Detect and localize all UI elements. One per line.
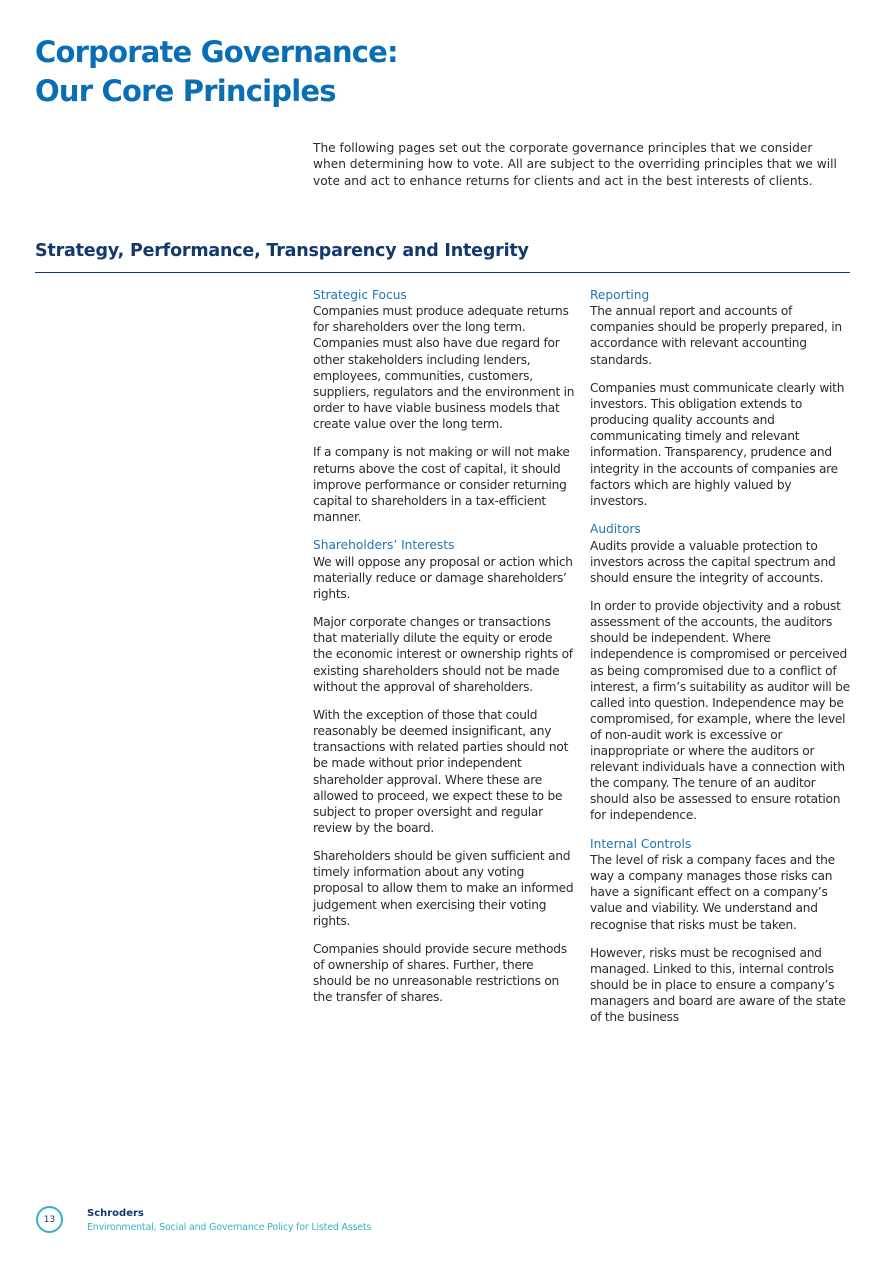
right-column (590, 287, 852, 1038)
page-number: 13 (43, 1214, 56, 1225)
page-title-line-1: Corporate Governance: (35, 35, 398, 69)
reporting-heading: Reporting (590, 288, 650, 302)
shareholders-interests-heading: Shareholders’ Interests (313, 538, 455, 553)
internal-controls-heading: Internal Controls (590, 836, 692, 851)
strategic-focus-heading: Strategic Focus (313, 288, 407, 302)
page-title-line-2: Our Core Principles (35, 74, 336, 108)
internal-controls-paragraph: However, risks must be recognised and managed. Linked to this, internal controls should be in place to ensure a company’s managers and board are aware of the state of the business (590, 946, 846, 1025)
auditors-heading: Auditors (590, 522, 641, 537)
section-heading: Strategy, Performance, Transparency and Integrity (35, 241, 529, 261)
page-number-badge (36, 1206, 63, 1233)
shareholders-interests-paragraph: Major corporate changes or transactions that materially dilute the equity or erode the economic interest or ownership rights of existing shareholders should not be made without the approval of shareholders. (313, 615, 573, 694)
shareholders-interests-paragraph: We will oppose any proposal or action which materially reduce or damage shareholders’ rights. (313, 554, 573, 601)
auditors-paragraph: Audits provide a valuable protection to investors across the capital spectrum and should ensure the integrity of accounts. (590, 538, 836, 585)
shareholders-interests-paragraph: Companies should provide secure methods of ownership of shares. Further, there should be no unreasonable restrictions on the transfer of shares. (313, 942, 567, 1005)
left-column (313, 287, 575, 1018)
shareholders-interests-paragraph: Shareholders should be given sufficient and timely information about any voting proposal to allow them to make an informed judgement when exercising their voting rights. (313, 849, 574, 928)
internal-controls-paragraph: The level of risk a company faces and the way a company manages those risks can have a significant effect on a company’s value and viability. We understand and recognise that risks must be taken. (590, 853, 835, 932)
strategic-focus-paragraph: Companies must produce adequate returns for shareholders over the long term. Companies must also have due regard for other stakeholders including lenders, employees, communities, customers, suppliers, regulators and the environment in order to have viable business models that create value over the long term. (313, 304, 575, 431)
strategic-focus-paragraph: If a company is not making or will not make returns above the cost of capital, it should improve performance or consider returning capital to shareholders in a tax-efficient manner. (313, 445, 570, 524)
footer-brand: Schroders (87, 1208, 144, 1219)
reporting-paragraph: The annual report and accounts of companies should be properly prepared, in accordance with relevant accounting standards. (590, 304, 842, 367)
reporting-paragraph: Companies must communicate clearly with investors. This obligation extends to producing quality accounts and communicating timely and relevant information. Transparency, prudence and integrity in the accounts of companies are factors which are highly valued by investors. (590, 381, 845, 508)
footer-subtitle: Environmental, Social and Governance Policy for Listed Assets (87, 1222, 372, 1233)
page-title (35, 33, 398, 111)
section-divider (35, 272, 850, 273)
auditors-paragraph: In order to provide objectivity and a robust assessment of the accounts, the auditors should be independent. Where independence is compromised or perceived as being compromised due to a conflict of interest, a firm’s suitability as auditor will be called into question. Independence may be compromised, for example, where the level of non-audit work is excessive or inappropriate or where the auditors or relevant individuals have a connection with the company. The tenure of an auditor should also be assessed to ensure rotation for independence. (590, 599, 850, 823)
intro-paragraph: The following pages set out the corporate governance principles that we consider when determining how to vote. All are subject to the overriding principles that we will vote and act to enhance returns for clients and act in the best interests of clients. (313, 141, 837, 188)
shareholders-interests-paragraph: With the exception of those that could reasonably be deemed insignificant, any transactions with related parties should not be made without prior independent shareholder approval. Where these are allowed to proceed, we expect these to be subject to proper oversight and regular review by the board. (313, 708, 569, 835)
